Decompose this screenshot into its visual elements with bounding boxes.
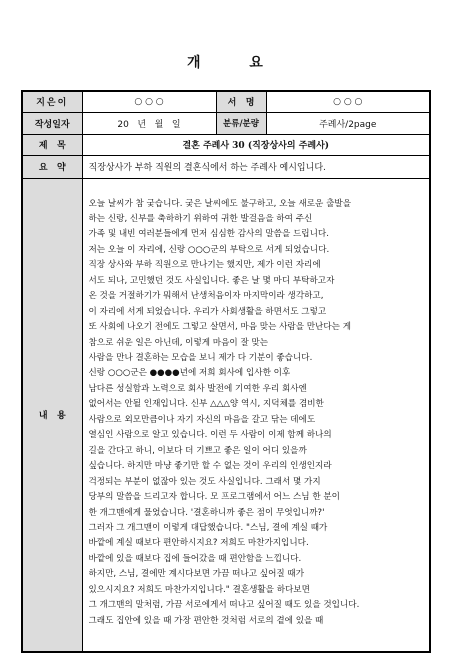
summary-value: 직장상사가 부하 직원의 결혼식에서 하는 주례사 예시입니다.: [82, 155, 430, 178]
date-label: 작성일자: [22, 112, 82, 134]
content-line: 하지만, 스님, 결에만 계시다보면 가끔 떠나고 싶어질 때가: [88, 569, 305, 580]
summary-label: 요 약: [22, 155, 82, 178]
category-value: 주례사/2page: [266, 112, 430, 134]
content-line: 참으로 쉬운 일은 아닌데, 이렇게 마음이 잘 맞는: [88, 337, 269, 348]
content-line: 남다른 성실함과 노력으로 회사 발전에 기여한 우리 회사엔: [88, 383, 307, 394]
content-body: [82, 178, 430, 652]
content-line: 그러자 그 개그맨이 이렇게 대답했습니다. "스님, 결에 계실 때가: [88, 523, 328, 534]
content-line: 오늘 날씨가 참 궂습니다. 궂은 날씨에도 불구하고, 오늘 새로운 출발을: [88, 198, 351, 209]
author-value: ○ ○ ○: [82, 91, 216, 112]
content-line: 사람을 만나 결혼하는 모습을 보니 제가 다 기분이 좋습니다.: [88, 353, 313, 364]
content-line: 이 자리에 서게 되었습니다. 우리가 사회생활을 하면서도 그렇고: [88, 306, 327, 317]
content-line: 싶습니다. 하지만 마냥 좋기만 할 수 없는 것이 우리의 인생인지라: [88, 461, 332, 472]
content-line: 또 사회에 나오기 전에도 그렇고 살면서, 마음 맞는 사람을 만난다는 게: [88, 322, 351, 333]
content-line: 서도 되나, 고민했던 것도 사실입니다. 좋은 날 몇 마디 부탁하고자: [88, 275, 335, 286]
content-line: 그 개그맨의 말처럼, 가끔 서로에게서 떠나고 싶어질 때도 있을 것입니다.: [88, 600, 360, 611]
content-line: 직장 상사와 부하 직원으로 만나기는 했지만, 제가 이런 자리에: [88, 260, 321, 271]
category-label: 분류/분량: [216, 112, 266, 134]
content-line: 저는 오늘 이 자리에, 신랑 ○○○군의 부탁으로 서게 되었습니다.: [88, 244, 330, 255]
position-label: 서 명: [216, 91, 266, 112]
summary-form-table: [21, 90, 431, 653]
content-line: 가족 및 내빈 여러분들에게 먼저 심심한 감사의 말씀을 드립니다.: [88, 229, 329, 240]
content-line: 바깥에 계실 때보다 편안하시지요? 저희도 마찬가지입니다.: [88, 538, 309, 549]
content-line: 하는 신랑, 신부를 축하하기 위하여 귀한 발걸음을 하여 주신: [88, 213, 313, 224]
content-line: 바깥에 있을 때보다 집에 들어갔을 때 편안함을 느낍니다.: [88, 553, 302, 564]
subject-value: 결혼 주례사 30 (직장상사의 주례사): [82, 134, 430, 155]
content-line: 길을 간다고 하니, 이보다 더 기쁘고 좋은 일이 어디 있을까: [88, 445, 307, 456]
content-line: 없어서는 안될 인재입니다. 신부 △△△양 역시, 지덕체를 겸비한: [88, 399, 324, 410]
content-line: 있으시지요? 저희도 마찬가지입니다." 결혼생활을 하다보면: [88, 584, 310, 595]
page-title: 개 요: [187, 55, 285, 71]
content-label: 내 용: [22, 178, 82, 652]
position-value: ○ ○ ○: [266, 91, 430, 112]
subject-label: 제 목: [22, 134, 82, 155]
date-value: 20 년 월 일: [82, 112, 216, 134]
content-line: 그래도 집안에 있을 때 가장 편안한 것처럼 서로의 곁에 있을 때: [88, 615, 324, 626]
content-line: 신랑 ○○○군은 ●●●●년에 저희 회사에 입사한 이후: [88, 368, 291, 379]
content-line: 사람으로 외모만큼이나 자기 자신의 마음을 갈고 닦는 데에도: [88, 414, 316, 425]
content-line: 열심인 사람으로 알고 있습니다. 이런 두 사람이 이제 함께 하나의: [88, 430, 332, 441]
content-line: 당부의 말씀을 드리고자 합니다. 모 프로그램에서 어느 스님 한 분이: [88, 492, 340, 503]
content-line: 걱정되는 부분이 없잖아 있는 것도 사실입니다. 그래서 몇 가지: [88, 476, 321, 487]
content-line: 온 것을 거절하기가 뭐해서 난생처음이자 마지막이라 생각하고,: [88, 291, 324, 302]
content-lines: [89, 197, 426, 630]
author-label: 지은이: [22, 91, 82, 112]
content-line: 한 개그맨에게 물었습니다. '결혼하니까 좋은 점이 무엇입니까?': [88, 507, 325, 518]
